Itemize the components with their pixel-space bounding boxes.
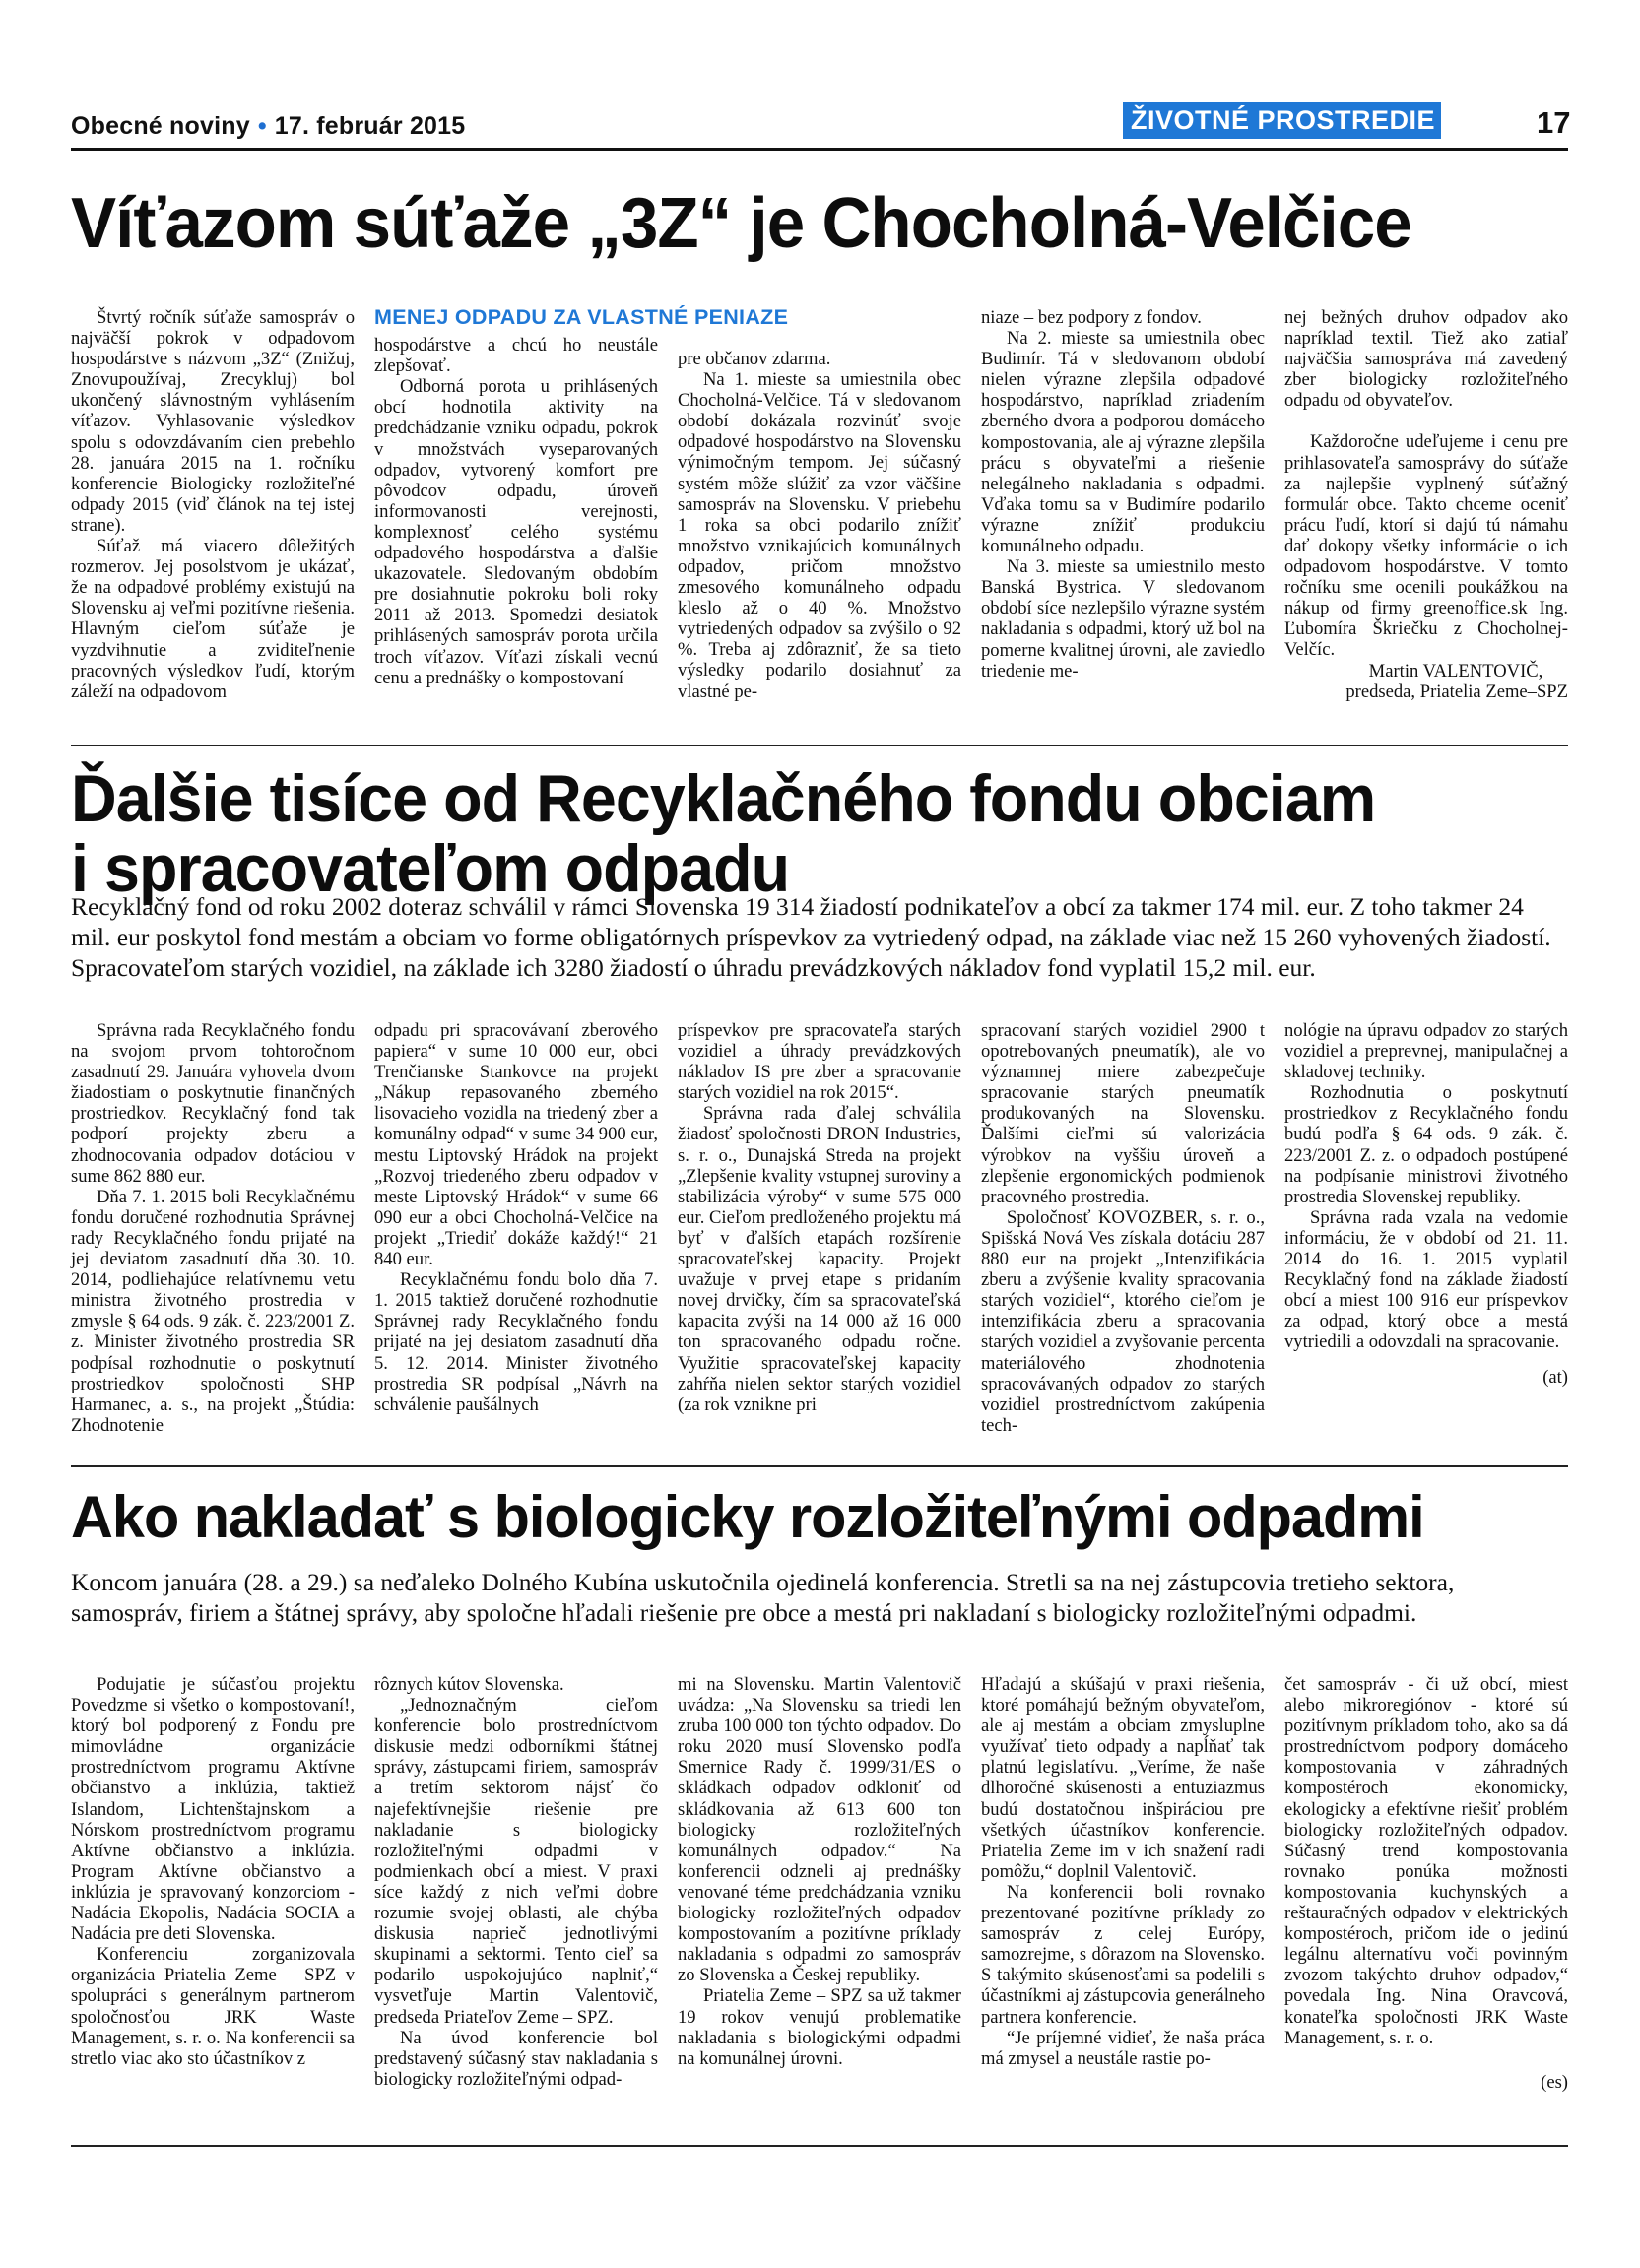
paragraph: nej bežných druhov odpadov ako napríklad textil. Tiež ako zatiaľ najväčšia samospráva má zavedený zber biologicky rozložiteľného odpadu od obyvateľov.: [1284, 307, 1568, 412]
paragraph: odpadu pri spracovávaní zberového papiera“ v sume 10 000 eur, obci Trenčianske Stankovce na projekt „Nákup repasovaného zberného lisovacieho vozidla na triedený zber a komunálny odpad“ v sume 34 900 eur, mestu Liptovský Hrádok na projekt „Rozvoj triedeného zberu odpadov v meste Liptovský Hrádok“ v sume 66 090 eur a obci Chocholná-Velčice na projekt „Triediť dokáže každý!“ 21 840 eur.: [374, 1020, 658, 1270]
masthead: [71, 112, 465, 141]
paragraph: “Je príjemné vidieť, že naša práca má zmysel a neustále rastie po-: [981, 2027, 1265, 2069]
article1-col4: [981, 307, 1265, 681]
article2-col4: [981, 1020, 1265, 1436]
paragraph: Odborná porota u prihlásených obcí hodnotila aktivity na predchádzanie vzniku odpadu, pokrok v množstvách vyseparovaných odpadov, vytvorený komfort pre pôvodcov odpadu, úroveň informovanosti verejnosti, komplexnosť celého systému odpadového hospodárstva a ďalšie ukazovatele. Sledovaným obdobím pre dosiahnutie pokroku boli roky 2011 až 2013. Spomedzi desiatok prihlásených samospráv porota určila troch víťazov. Víťazi získali vecnú cenu a prednášky o kompostovaní: [374, 376, 658, 688]
article2-col3: [678, 1020, 961, 1415]
paragraph: spracovaní starých vozidiel 2900 t opotrebovaných pneumatík), ale vo významnej miere zabezpečuje spracovanie starých pneumatík produkovaných na Slovensku. Ďalšími cieľmi sú valorizácia výrobkov na vyššiu úroveň a zlepšenie ergonomických podmienok pracovného prostredia.: [981, 1020, 1265, 1207]
publication-name: Obecné noviny: [71, 112, 250, 140]
article1-col5: [1284, 307, 1568, 702]
paragraph: „Jednoznačným cieľom konferencie bolo prostredníctvom diskusie medzi odborníkmi štátnej správy, zástupcami firiem, samospráv a tretím sektorom nájsť čo najefektívnejšie riešenie pre nakladanie s biologicky rozložiteľnými odpadmi v podmienkach obcí a miest. V praxi síce každý z nich veľmi dobre rozumie svojej oblasti, ale chýba diskusia naprieč jednotlivými skupinami a sektormi. Tento cieľ sa podarilo uspokojujúco naplniť,“ vysvetľuje Martin Valentovič, predseda Priateľov Zeme – SPZ.: [374, 1695, 658, 2028]
article-divider: [71, 1465, 1568, 1467]
paragraph: Podujatie je súčasťou projektu Povedzme si všetko o kompostovaní!, ktorý bol podporený z Fondu pre mimovládne organizácie prostredníctvom programu Aktívne občianstvo a inklúzia, taktiež Islandom, Lichtenštajnskom a Nórskom prostredníctvom programu Aktívne občianstvo a inklúzia. Program Aktívne občianstvo a inklúzia je spravovaný konzorciom - Nadácia Ekopolis, Nadácia SOCIA a Nadácia pre deti Slovenska.: [71, 1674, 355, 1945]
author-role: predseda, Priatelia Zeme–SPZ: [1345, 680, 1568, 702]
section-label: ŽIVOTNÉ PROSTREDIE: [1123, 102, 1441, 139]
article2-body: [71, 1020, 1568, 1454]
article2-title-line1: Ďalšie tisíce od Recyklačného fondu obciam: [71, 761, 1376, 836]
article2-lead: Recyklačný fond od roku 2002 doteraz schválil v rámci Slovenska 19 314 žiadostí podnikateľov a obcí za takmer 174 mil. eur. Z toho takmer 24 mil. eur poskytol fond mestám a obciam vo forme obligatórnych príspevkov za vytriedený odpad, na základe viac než 15 260 vyhovených žiadostí. Spracovateľom starých vozidiel, na základe ich 3280 žiadostí o úhradu prevádzkových nákladov fond vyplatil 15,2 mil. eur.: [71, 892, 1551, 982]
article3-col2: [374, 1674, 658, 2090]
author-name: Martin VALENTOVIČ,: [1368, 660, 1543, 681]
paragraph: Priatelia Zeme – SPZ sa už takmer 19 rokov venujú problematike nakladania s biologickými odpadmi na komunálnej úrovni.: [678, 1985, 961, 2069]
article1-col3: [678, 349, 961, 702]
article-divider: [71, 745, 1568, 746]
paragraph: Na 2. mieste sa umiestnila obec Budimír. Tá v sledovanom období nielen výrazne zlepšila odpadové hospodárstvo, napríklad zriadením zberného dvora a podporou domáceho kompostovania, ale aj výrazne zlepšila prácu s obyvateľmi a riešenie nelegálneho nakladania s odpadmi. Vďaka tomu sa v Budimíre podarilo výrazne znížiť produkciu komunálneho odpadu.: [981, 328, 1265, 557]
page-number: 17: [1537, 105, 1571, 140]
paragraph: Správna rada vzala na vedomie informáciu, že v období od 21. 11. 2014 do 16. 1. 2015 vyplatil Recyklačný fond na základe žiadostí obcí a miest 100 916 eur príspevkov za odpad, ktorý obce a mestá vytriedili a odovzdali na spracovanie.: [1284, 1206, 1568, 1353]
paragraph: Recyklačnému fondu bolo dňa 7. 1. 2015 taktiež doručené rozhodnutie Správnej rady Recyklačného fondu prijaté na jej desiatom zasadnutí dňa 5. 12. 2014. Minister životného prostredia SR podpísal „Návrh na schválenie paušálnych: [374, 1269, 658, 1415]
paragraph: príspevkov pre spracovateľa starých vozidiel a úhrady prevádzkových nákladov IS pre zber a spracovanie starých vozidiel na rok 2015“.: [678, 1020, 961, 1104]
paragraph: Na úvod konferencie bol predstavený súčasný stav nakladania s biologicky rozložiteľnými odpad-: [374, 2027, 658, 2090]
paragraph: Štvrtý ročník súťaže samospráv o najväčší pokrok v odpadovom hospodárstve s názvom „3Z“ (Znižuj, Znovupoužívaj, Zrecykluj) bol ukončený slávnostným vyhlásením víťazov. Vyhlasovanie výsledkov spolu s odovzdávaním cien prebehlo 28. januára 2015 na 1. ročníku konferencie Biologicky rozložiteľné odpady 2015 (viď článok na tej istej strane).: [71, 307, 355, 536]
article3-title: Ako nakladať s biologicky rozložiteľnými odpadmi: [71, 1484, 1424, 1550]
article-divider: [71, 2145, 1568, 2147]
article2-col2: [374, 1020, 658, 1415]
article3-col3: [678, 1674, 961, 2069]
paragraph: Dňa 7. 1. 2015 boli Recyklačnému fondu doručené rozhodnutia Správnej rady Recyklačného fondu prijaté na jej deviatom zasadnutí dňa 30. 10. 2014, podliehajúce relatívnemu vetu ministra životného prostredia v zmysle § 64 ods. 9 zák. č. 223/2001 Z. z. Minister životného prostredia SR podpísal rozhodnutie o poskytnutí prostriedkov spoločnosti SHP Harmanec, a. s., na projekt „Štúdia: Zhodnotenie: [71, 1186, 355, 1436]
article3-col5: [1284, 1674, 1568, 2093]
paragraph: niaze – bez podpory z fondov.: [981, 307, 1202, 328]
paragraph: Rozhodnutia o poskytnutí prostriedkov z Recyklačného fondu budú podľa § 64 ods. 9 zák. č. 223/2001 Z. z. o odpadoch postúpené na podpísanie ministrovi životného prostredia Slovenskej republiky.: [1284, 1082, 1568, 1207]
article2-col1: [71, 1020, 355, 1436]
paragraph: Na 1. mieste sa umiestnila obec Chocholná-Velčice. Tá v sledovanom období dokázala rozvinúť svoje odpadové hospodárstvo na Slovensku výnimočným tempom. Jej súčasný systém môže slúžiť za vzor väčšine samospráv na Slovensku. V priebehu 1 roka sa obci podarilo znížiť množstvo vznikajúcich komunálnych odpadov, pričom množstvo zmesového komunálneho odpadu kleslo až o 40 %. Množstvo vytriedených odpadov sa zvýšilo o 92 %. Treba aj zdôrazniť, že sa tieto výsledky podarilo dosiahnuť za vlastné pe-: [678, 369, 961, 702]
article2-col5: [1284, 1020, 1568, 1388]
article1-title: Víťazom súťaže „3Z“ je Chocholná-Velčice: [71, 184, 1411, 263]
article2-title-line2: i spracovateľom odpadu: [71, 830, 790, 906]
byline: (at): [1542, 1366, 1568, 1388]
paragraph: Spoločnosť KOVOZBER, s. r. o., Spišská Nová Ves získala dotáciu 287 880 eur na projekt „Intenzifikácia zberu a zvýšenie kvality spracovania starých vozidiel“, ktorého cieľom je intenzifikácia zberu a spracovania starých vozidiel a zvyšovanie percenta materiálového zhodnotenia spracovávaných odpadov zo starých vozidiel prostredníctvom zakúpenia tech-: [981, 1206, 1265, 1436]
paragraph: Správna rada Recyklačného fondu na svojom prvom tohtoročnom zasadnutí 29. Januára vyhovela dvom žiadostiam o poskytnutie finančných prostriedkov. Recyklačný fond tak podporí projekty zberu a zhodnocovania odpadov dotáciou v sume 862 880 eur.: [71, 1020, 355, 1187]
article3-col4: [981, 1674, 1265, 2069]
issue-date: 17. február 2015: [274, 112, 466, 140]
paragraph: rôznych kútov Slovenska.: [374, 1674, 564, 1695]
header-rule: [71, 148, 1568, 151]
paragraph: pre občanov zdarma.: [678, 349, 831, 369]
paragraph: mi na Slovensku. Martin Valentovič uvádza: „Na Slovensku sa triedi len zruba 100 000 ton týchto odpadov. Do roku 2020 musí Slovensko podľa Smernice Rady č. 1999/31/ES o skládkach odpadov odkloniť od skládkovania až 613 600 ton biologicky rozložiteľných komunálnych odpadov.“ Na konferencii odzneli aj prednášky venované téme predchádzania vzniku biologicky rozložiteľných odpadov kompostovaním a pozitívne príklady nakladania s odpadmi zo samospráv zo Slovenska a Českej republiky.: [678, 1674, 961, 1986]
paragraph: hospodárstve a chcú ho neustále zlepšovať.: [374, 335, 658, 377]
page-header: [71, 102, 1571, 148]
paragraph: Hľadajú a skúšajú v praxi riešenia, ktoré pomáhajú bežným obyvateľom, ale aj mestám a obciam zmysluplne využívať tieto odpady a napĺňať tak platnú legislatívu. „Veríme, že naše dlhoročné skúsenosti a entuziazmus budú dostatočnou inšpiráciou pre všetkých účastníkov konferencie. Priatelia Zeme im v ich snažení radi pomôžu,“ doplnil Valentovič.: [981, 1674, 1265, 1882]
paragraph: nológie na úpravu odpadov zo starých vozidiel a preprevnej, manipulačnej a skladovej techniky.: [1284, 1020, 1568, 1083]
byline: (es): [1541, 2071, 1568, 2093]
article3-lead: Koncom januára (28. a 29.) sa neďaleko Dolného Kubína uskutočnila ojedinelá konferencia. Stretli sa na nej zástupcovia tretieho sektora, samospráv, firiem a štátnej správy, aby spoločne hľadali riešenie pre obce a mestá pri nakladaní s biologicky rozložiteľnými odpadmi.: [71, 1568, 1455, 1627]
paragraph: Na 3. mieste sa umiestnilo mesto Banská Bystrica. V sledovanom období síce nezlepšilo výrazne systém nakladania s odpadmi, ktorý už bol na pomerne kvalitnej úrovni, ale zaviedlo triedenie me-: [981, 556, 1265, 681]
article1-col1: [71, 307, 355, 702]
article2-title: [71, 761, 1376, 906]
article1-subheading: MENEJ ODPADU ZA VLASTNÉ PENIAZE: [374, 305, 789, 329]
article3-body: [71, 1674, 1568, 2137]
paragraph: Súťaž má viacero dôležitých rozmerov. Jej posolstvom je ukázať, že na odpadové problémy existujú na Slovensku aj veľmi pozitívne riešenia. Hlavným cieľom súťaže je vyzdvihnutie a zviditeľnenie pracovných výsledkov ľudí, ktorým záleží na odpadovom: [71, 536, 355, 702]
paragraph: Konferenciu zorganizovala organizácia Priatelia Zeme – SPZ v spolupráci s generálnym partnerom spoločnosťou JRK Waste Management, s. r. o. Na konferencii sa stretlo viac ako sto účastníkov z: [71, 1944, 355, 2069]
article1-body: [71, 307, 1568, 741]
paragraph: Na konferencii boli rovnako prezentované pozitívne príklady zo samospráv z celej Európy, samozrejme, s dôrazom na Slovensko. S takýmito skúsenosťami sa podelili s účastníkmi aj zástupcovia generálneho partnera konferencie.: [981, 1881, 1265, 2028]
paragraph: Správna rada ďalej schválila žiadosť spoločnosti DRON Industries, s. r. o., Dunajská Streda na projekt „Zlepšenie kvality vstupnej suroviny a stabilizácia výroby“ v sume 575 000 eur. Cieľom predloženého projektu má byť v ďalších etapách rozšírenie spracovateľskej kapacity. Projekt uvažuje v prvej etape s pridaním novej drvičky, čím sa spracovateľská kapacita zvýši na 14 000 až 16 000 ton spracovaného odpadu ročne. Využitie spracovateľskej kapacity zahŕňa nielen sektor starých vozidiel (za rok vznikne pri: [678, 1103, 961, 1415]
paragraph: čet samospráv - či už obcí, miest alebo mikroregiónov - ktoré sú pozitívnym príkladom toho, ako sa dá prostredníctvom podpory domáceho kompostovania v záhradných kompostéroch ekonomicky, ekologicky a efektívne riešiť problém biologicky rozložiteľných odpadov. Súčasný trend kompostovania rovnako ponúka možnosti kompostovania kuchynských a reštauračných odpadov v elektrických kompostéroch, pričom ide o jedinú legálnu alternatívu voči povinným zvozom takýchto druhov odpadov,“ povedala Ing. Nina Oravcová, konateľka spoločnosti JRK Waste Management, s. r. o.: [1284, 1674, 1568, 2048]
article3-col1: [71, 1674, 355, 2069]
paragraph: Každoročne udeľujeme i cenu pre prihlasovateľa samosprávy do súťaže za najlepšie vyplnený súťažný formulár obce. Takto chceme oceniť prácu ľudí, ktorí si dajú tú námahu dať dokopy všetky informácie o ich odpadovom hospodárstve. V tomto ročníku sme ocenili poukážkou na nákup od firmy greenoffice.sk Ing. Ľubomíra Škriečku z Chocholnej-Velčíc.: [1284, 431, 1568, 661]
bullet-separator: •: [257, 112, 267, 140]
